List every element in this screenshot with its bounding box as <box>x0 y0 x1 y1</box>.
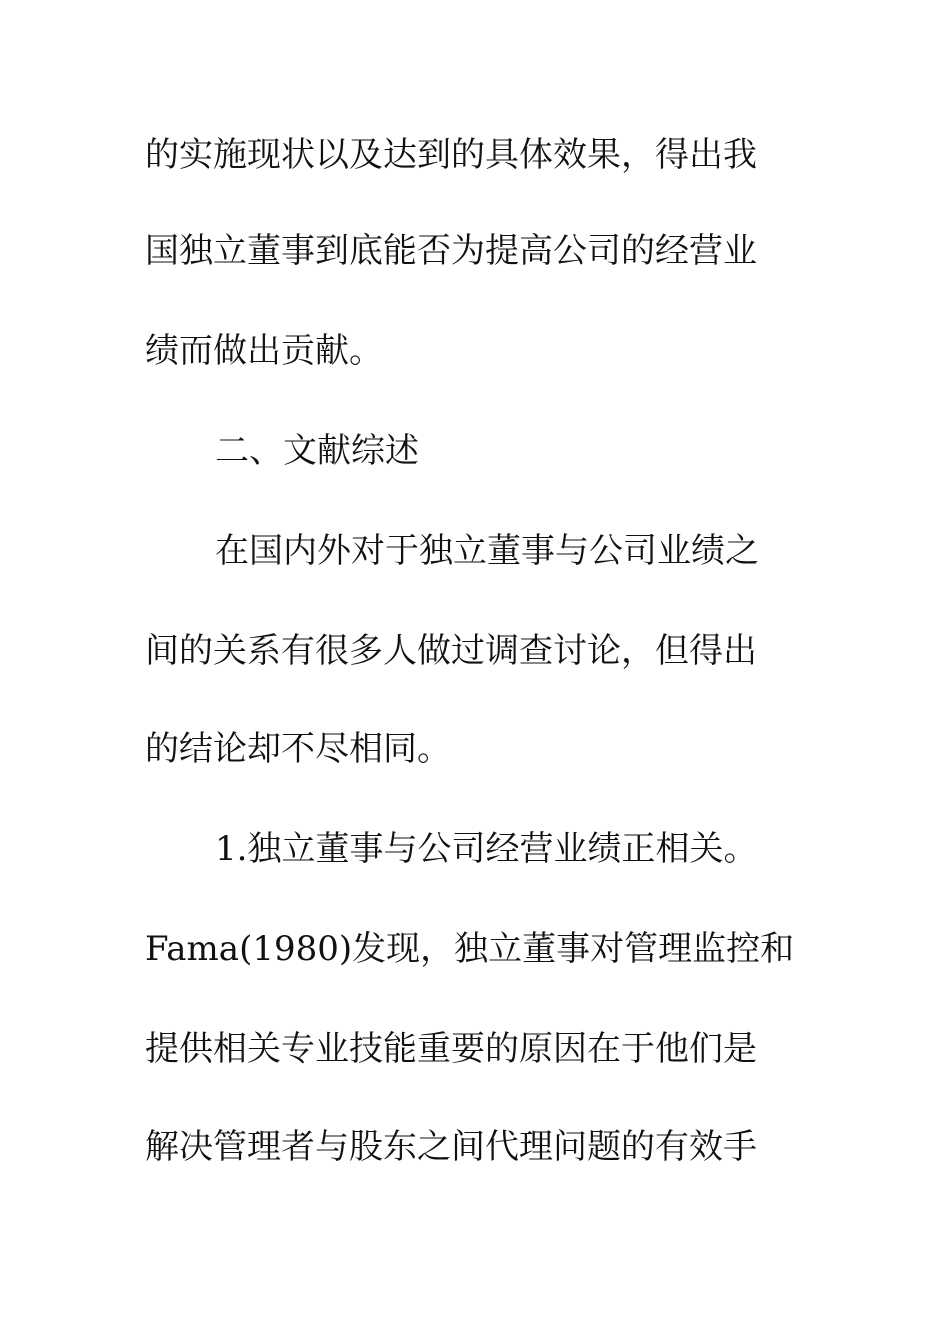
body-text-line: Fama(1980)发现，独立董事对管理监控和 <box>145 929 795 969</box>
section-heading: 二、文献综述 <box>215 431 419 471</box>
numbered-subheading: 1.独立董事与公司经营业绩正相关。 <box>215 829 758 869</box>
body-text-line: 解决管理者与股东之间代理问题的有效手 <box>145 1127 757 1167</box>
body-text-line: 绩而做出贡献。 <box>145 331 383 371</box>
body-text-line: 间的关系有很多人做过调查讨论，但得出 <box>145 631 757 671</box>
body-text-line: 提供相关专业技能重要的原因在于他们是 <box>145 1029 757 1069</box>
body-text-line: 在国内外对于独立董事与公司业绩之 <box>215 531 759 571</box>
body-text-line: 的实施现状以及达到的具体效果，得出我 <box>145 135 757 175</box>
body-text-line: 国独立董事到底能否为提高公司的经营业 <box>145 231 757 271</box>
body-text-line: 的结论却不尽相同。 <box>145 729 451 769</box>
